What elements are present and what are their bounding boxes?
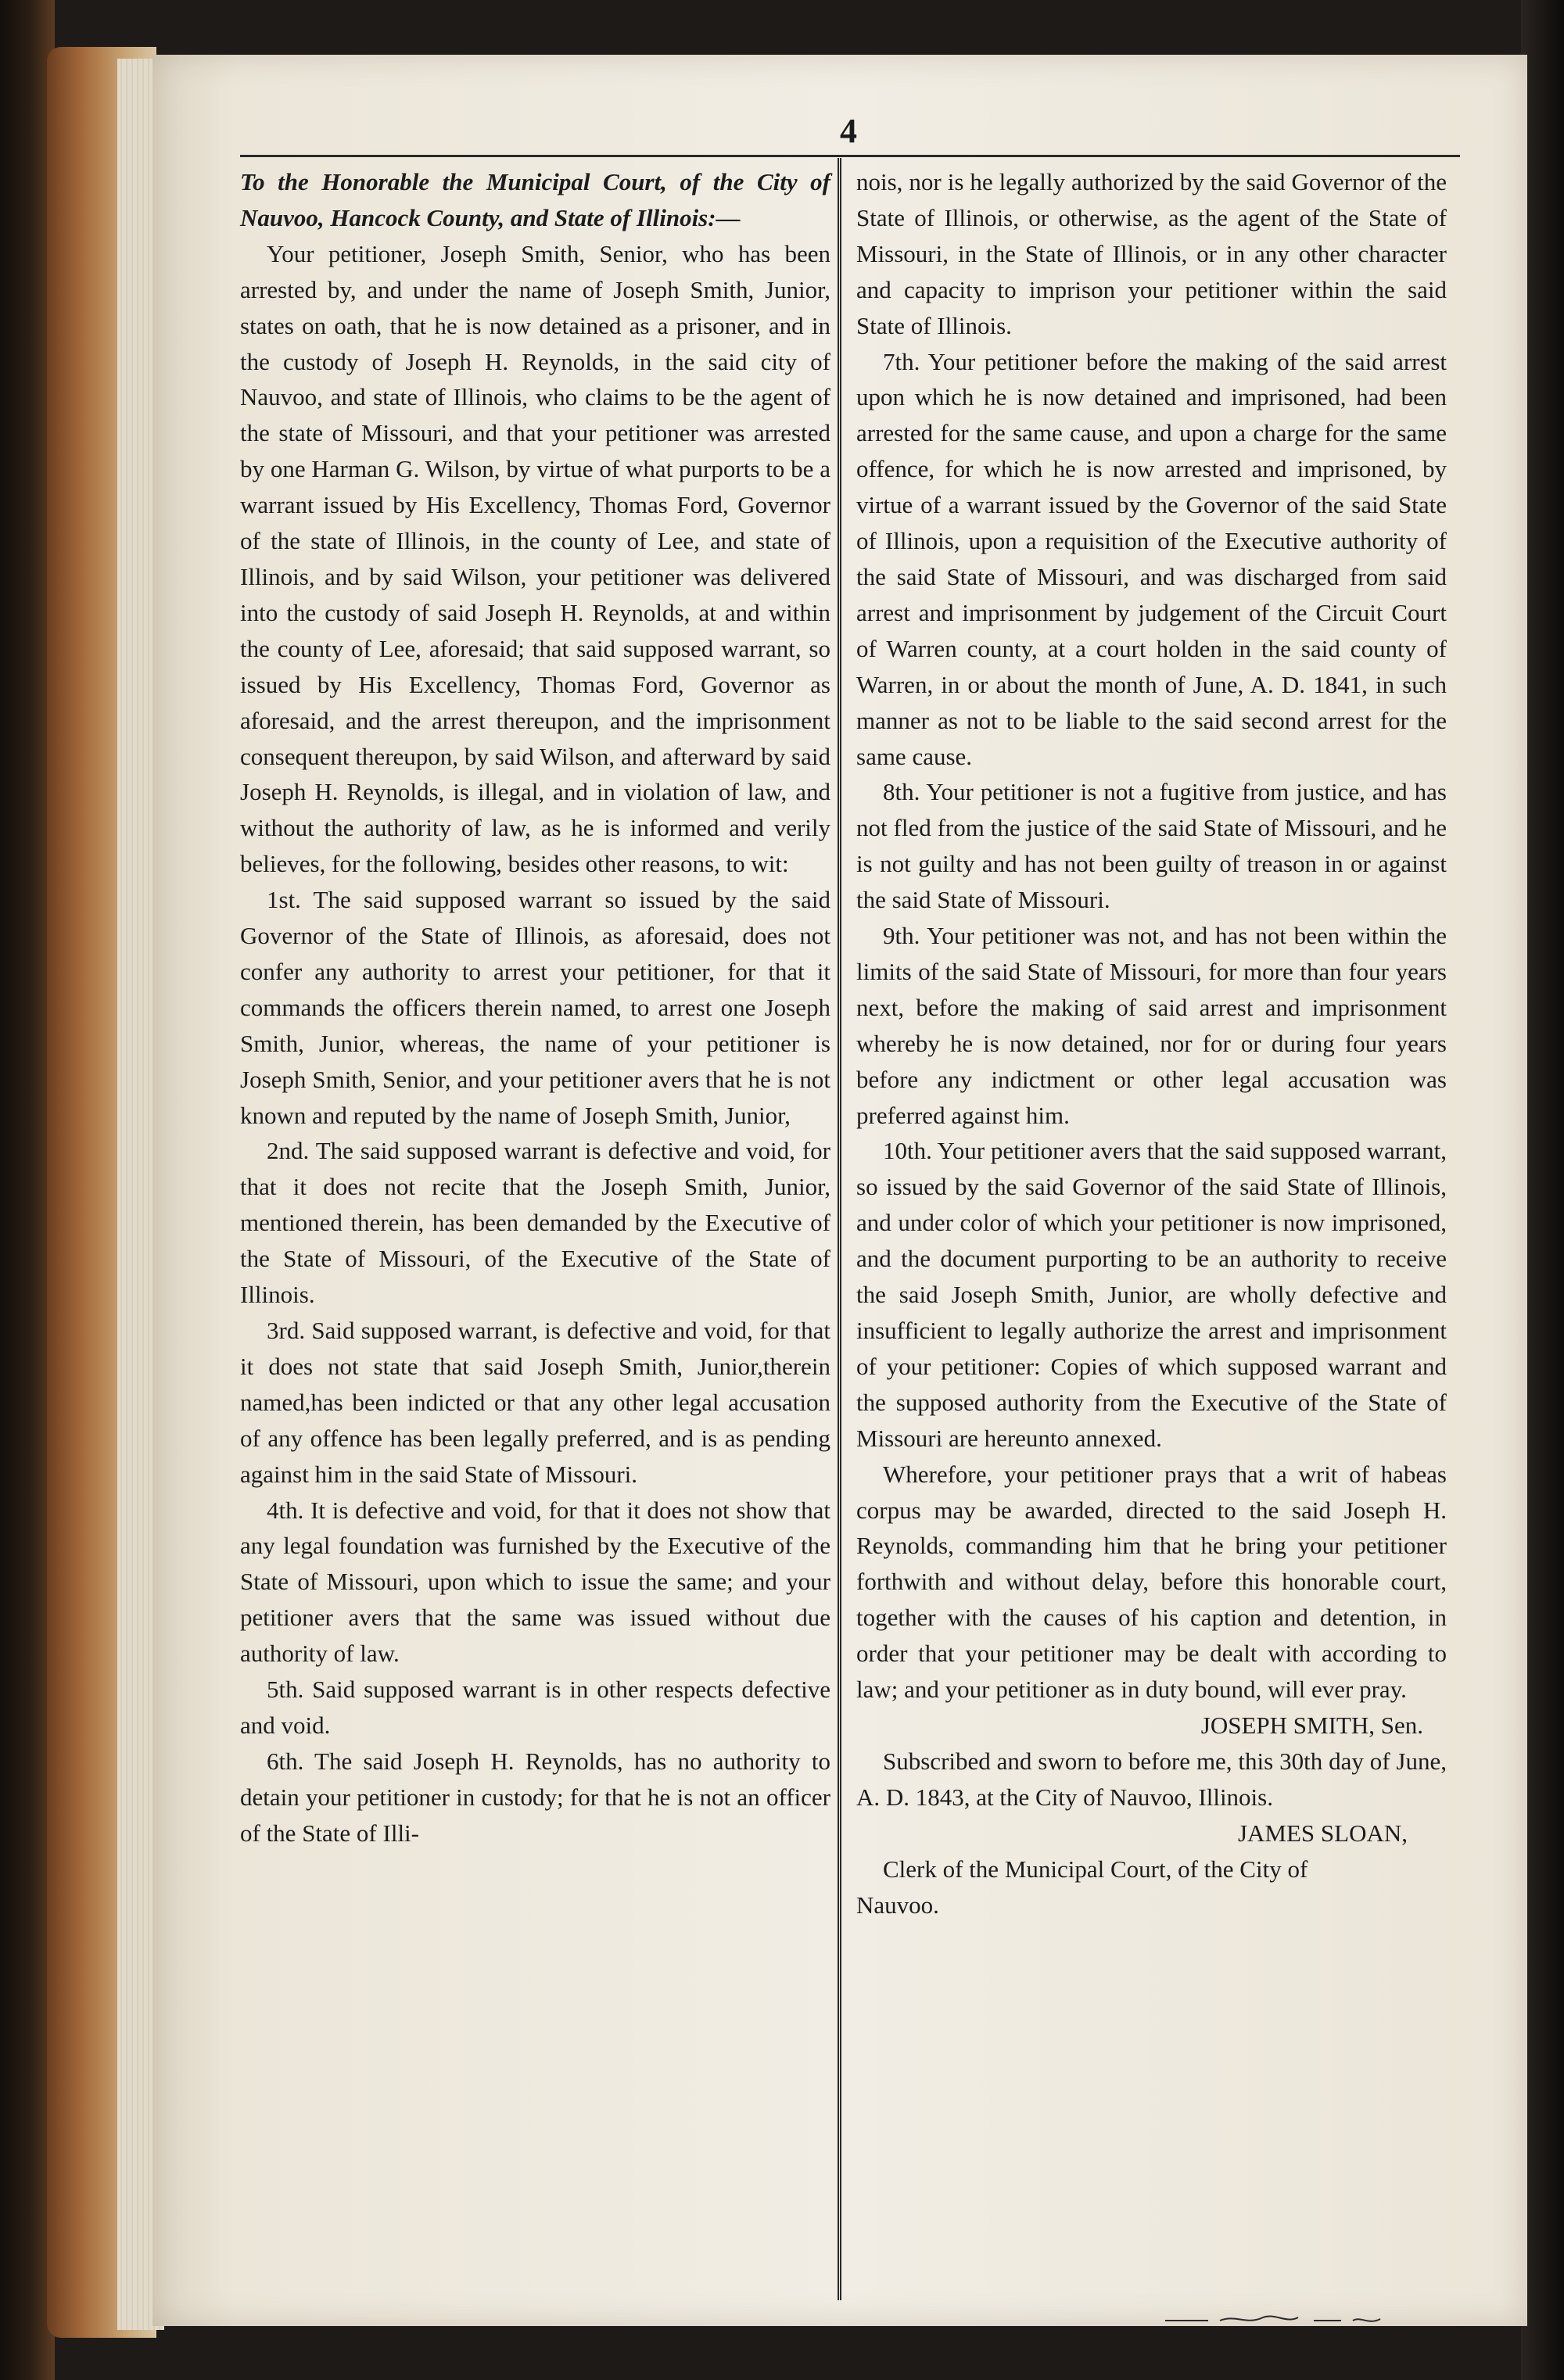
column-divider bbox=[838, 158, 841, 2300]
reason-8th: 8th. Your petitioner is not a fugitive from justice, and has not fled from the justice of the said State of Missouri, and he is not guilty and has not been guilty of treason in or against the said State of Missouri. bbox=[856, 778, 1447, 914]
reason-7th: 7th. Your petitioner before the making of the said arrest upon which he is now detained and imprisoned, had been arrested for the same cause, and upon a charge for the same offence, for which he is now arrested and imprisoned, by virtue of a warrant issued by the Governor of the said State of Illinois, upon a requisition of the Executive authority of the said State of Missouri, and was discharged from said arrest and imprisonment by judgement of the Circuit Court of Warren county, at a court holden in the said county of Warren, in or about the month of June, A. D. 1841, in such manner as not to be liable to the said second arrest for the same cause. bbox=[856, 347, 1447, 770]
closing-flourish bbox=[1161, 2307, 1412, 2330]
court-address: To the Honorable the Municipal Court, of the City of Nauvoo, Hancock County, and State of Illinois:— bbox=[240, 168, 830, 231]
clerk-title bbox=[856, 1851, 1447, 1923]
right-shadow-edge bbox=[1521, 0, 1564, 2380]
reason-2nd: 2nd. The said supposed warrant is defective and void, for that it does not recite that the Joseph Smith, Junior, mentioned therein, has been demanded by the Executive of the State of Missouri, of the Executive of the State of Illinois. bbox=[240, 1137, 830, 1309]
reason-10th: 10th. Your petitioner avers that the said supposed warrant, so issued by the said Governor of the said State of Illinois, and under color of which your petitioner is now imprisoned, and the document purporting to be an authority to receive the said Joseph Smith, Junior, are wholly defective and insufficient to legally authorize the arrest and imprisonment of your petitioner: Copies of which supposed warrant and the supposed authority from the Executive of the State of Missouri are hereunto annexed. bbox=[856, 1137, 1447, 1452]
book-page bbox=[152, 55, 1527, 2326]
petition-intro: Your petitioner, Joseph Smith, Senior, who has been arrested by, and under the name of Joseph Smith, Junior, states on oath, that he is now detained as a prisoner, and in the custody of Joseph H. Reynolds, in the said city of Nauvoo, and state of Illinois, who claims to be the agent of the state of Missouri, and that your petitioner was arrested by one Harman G. Wilson, by virtue of what purports to be a warrant issued by His Excellency, Thomas Ford, Governor of the state of Illinois, in the county of Lee, and state of Illinois, and by said Wilson, your petitioner was delivered into the custody of said Joseph H. Reynolds, at and within the county of Lee, aforesaid; that said supposed warrant, so issued by His Excellency, Thomas Ford, Governor as aforesaid, and the arrest thereupon, and the imprisonment consequent thereupon, by said Wilson, and afterward by said Joseph H. Reynolds, is illegal, and in violation of law, and without the authority of law, as he is informed and verily believes, for the following, besides other reasons, to wit: bbox=[240, 239, 830, 878]
reason-4th: 4th. It is defective and void, for that it does not show that any legal foundation was furnished by the Executive of the State of Missouri, upon which to issue the same; and your petitioner avers that the same was issued without due authority of law. bbox=[240, 1496, 830, 1668]
reason-1st: 1st. The said supposed warrant so issued by the said Governor of the State of Illinois, as aforesaid, does not confer any authority to arrest your petitioner, for that it commands the officers therein named, to arrest one Joseph Smith, Junior, whereas, the name of your petitioner is Joseph Smith, Senior, and your petitioner avers that he is not known and reputed by the name of Joseph Smith, Junior, bbox=[240, 886, 830, 1129]
reason-6th: 6th. The said Joseph H. Reynolds, has no authority to detain your petitioner in custody; for that he is not an officer of the State of Illi- bbox=[240, 1747, 830, 1847]
right-column bbox=[856, 164, 1447, 1923]
clerk-title-text: Clerk of the Municipal Court, of the City of bbox=[883, 1855, 1308, 1883]
reason-9th: 9th. Your petitioner was not, and has not been within the limits of the said State of Missouri, for more than four years next, before the making of said arrest and imprisonment whereby he is now detained, nor for or during four years before any indictment or other legal accusation was preferred against him. bbox=[856, 922, 1447, 1129]
clerk-name: JAMES SLOAN, bbox=[1237, 1819, 1408, 1847]
reason-3rd: 3rd. Said supposed warrant, is defective and void, for that it does not state that said Joseph Smith, Junior,therein named,has been indicted or that any other legal accusation of any offence has been legally preferred, and is as pending against him in the said State of Missouri. bbox=[240, 1317, 830, 1488]
left-column bbox=[240, 164, 830, 1851]
oath-statement: Subscribed and sworn to before me, this 30th day of June, A. D. 1843, at the City of Nauvoo, Illinois. bbox=[856, 1747, 1447, 1811]
page-number: 4 bbox=[840, 112, 857, 150]
prayer-paragraph: Wherefore, your petitioner prays that a writ of habeas corpus may be awarded, directed to the said Joseph H. Reynolds, commanding him that he bring your petitioner forthwith and without delay, before this honorable court, together with the causes of his caption and detention, in order that your petitioner may be dealt with according to law; and your petitioner as in duty bound, will ever pray. bbox=[856, 1460, 1447, 1704]
clerk-place: Nauvoo. bbox=[856, 1891, 939, 1919]
header-rule bbox=[240, 155, 1460, 157]
reason-6th-continued: nois, nor is he legally authorized by the said Governor of the State of Illinois, or otherwise, as the agent of the State of Missouri, in the State of Illinois, or in any other character and capacity to imprison your petitioner within the said State of Illinois. bbox=[856, 168, 1447, 339]
reason-5th: 5th. Said supposed warrant is in other respects defective and void. bbox=[240, 1676, 830, 1739]
petitioner-signature: JOSEPH SMITH, Sen. bbox=[1200, 1711, 1423, 1739]
